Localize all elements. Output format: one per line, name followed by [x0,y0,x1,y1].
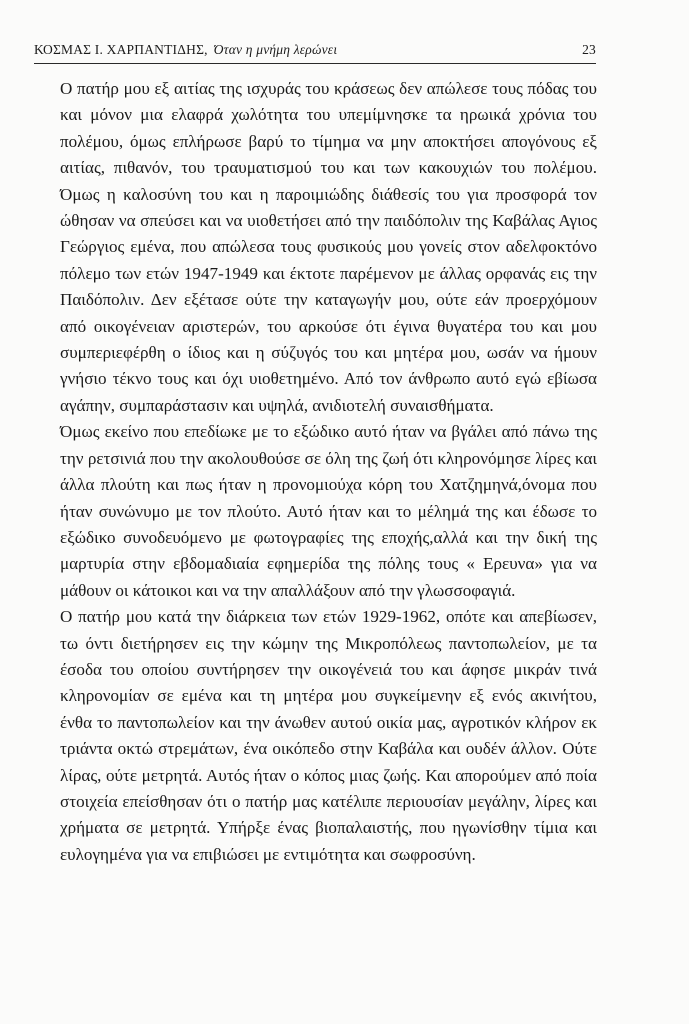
header-rule [34,63,596,64]
page-number: 23 [582,42,596,57]
paragraph-1: Ο πατήρ μου εξ αιτίας της ισχυράς του κράσεως δεν απώλεσε τους πόδας του και μόνον μια ελαφρά χωλότητα του υπεμίμνησκε τα ηρωικά χρόνια του πολέμου, όμως επλήρωσε βαρύ το τίμημα να μην αποκτήσει απογόνους εξ αιτίας, πιθανόν, του τραυματισμού του και των κακουχιών του πολέμου. Όμως η καλοσύνη του και η παροιμιώδης διάθεσίς του για προσφορά τον ώθησαν να σπεύσει και να υιοθετήσει από την παιδόπολιν της Καβάλας Αγιος Γεώργιος εμένα, που απώλεσα τους φυσικούς μου γονείς στον αδελφοκτόνο πόλεμο των ετών 1947-1949 και έκτοτε παρέμενον με άλλας ορφανάς εις την Παιδόπολιν. Δεν εξέτασε ούτε την καταγωγήν μου, ούτε εάν προερχόμουν από οικογένειαν αριστερών, του αρκούσε ότι έγινα θυγατέρα του και μου συμπεριεφέρθη ο ίδιος και η σύζυγός του και μητέρα μου, ωσάν να ήμουν γνήσιο τέκνο τους και όχι υιοθετημένο. Από τον άνθρωπο αυτό εγώ εβίωσα αγάπην, συμπαράστασιν και υψηλά, ανιδιοτελή συναισθήματα. [60,79,597,415]
running-header [34,40,596,60]
author-name: ΚΟΣΜΑΣ Ι. ΧΑΡΠΑΝΤΙΔΗΣ, [34,42,208,57]
paragraph-3: Ο πατήρ μου κατά την διάρκεια των ετών 1929-1962, οπότε και απεβίωσεν, τω όντι διετήρησεν εις την κώμην της Μικροπόλεως παντοπωλείον, με τα έσοδα του οποίου συντήρησεν την οικογένειά του και άφησε μικράν τινά κληρονομίαν σε εμένα και τη μητέρα μου συγκείμενην εξ ενός ακινήτου, ένθα το παντοπωλείον και την άνωθεν αυτού οικία μας, αγροτικόν κλήρον εκ τριάντα οκτώ στρεμάτων, ένα οικόπεδο στην Καβάλα και ουδέν άλλον. Ούτε λίρας, ούτε μετρητά. Αυτός ήταν ο κόπος μιας ζωής. Και απορούμεν από ποία στοιχεία επείσθησαν ότι ο πατήρ μας κατέλιπε περιουσίαν μεγάλην, λίρες και χρήματα σε μετρητά. Υπήρξε ένας βιοπαλαιστής, που ηγωνίσθην τίμια και ευλογημένα για να επιβιώσει με εντιμότητα και σωφροσύνη. [60,607,597,864]
body-text [60,76,597,868]
book-title: Όταν η μνήμη λερώνει [213,42,338,57]
paragraph-2: Όμως εκείνο που επεδίωκε με το εξώδικο αυτό ήταν να βγάλει από πάνω της την ρετσινιά που την ακολουθούσε σε όλη της ζωή ότι κληρονόμησε λίρες και άλλα πλούτη και πως ήταν η προνομιούχα κόρη του Χατζημηνά,όνομα που ήταν συνώνυμο με τον πλούτο. Αυτό ήταν και το μέλημά της και έδωσε το εξώδικο συνοδευόμενο με φωτογραφίες της εποχής,αλλά και την δική της μαρτυρία στην εβδομαδιαία εφημερίδα της πόλης τους « Ερευνα» για να μάθουν οι κάτοικοι και να την απαλλάξουν από την γλωσσοφαγιά. [60,422,597,600]
